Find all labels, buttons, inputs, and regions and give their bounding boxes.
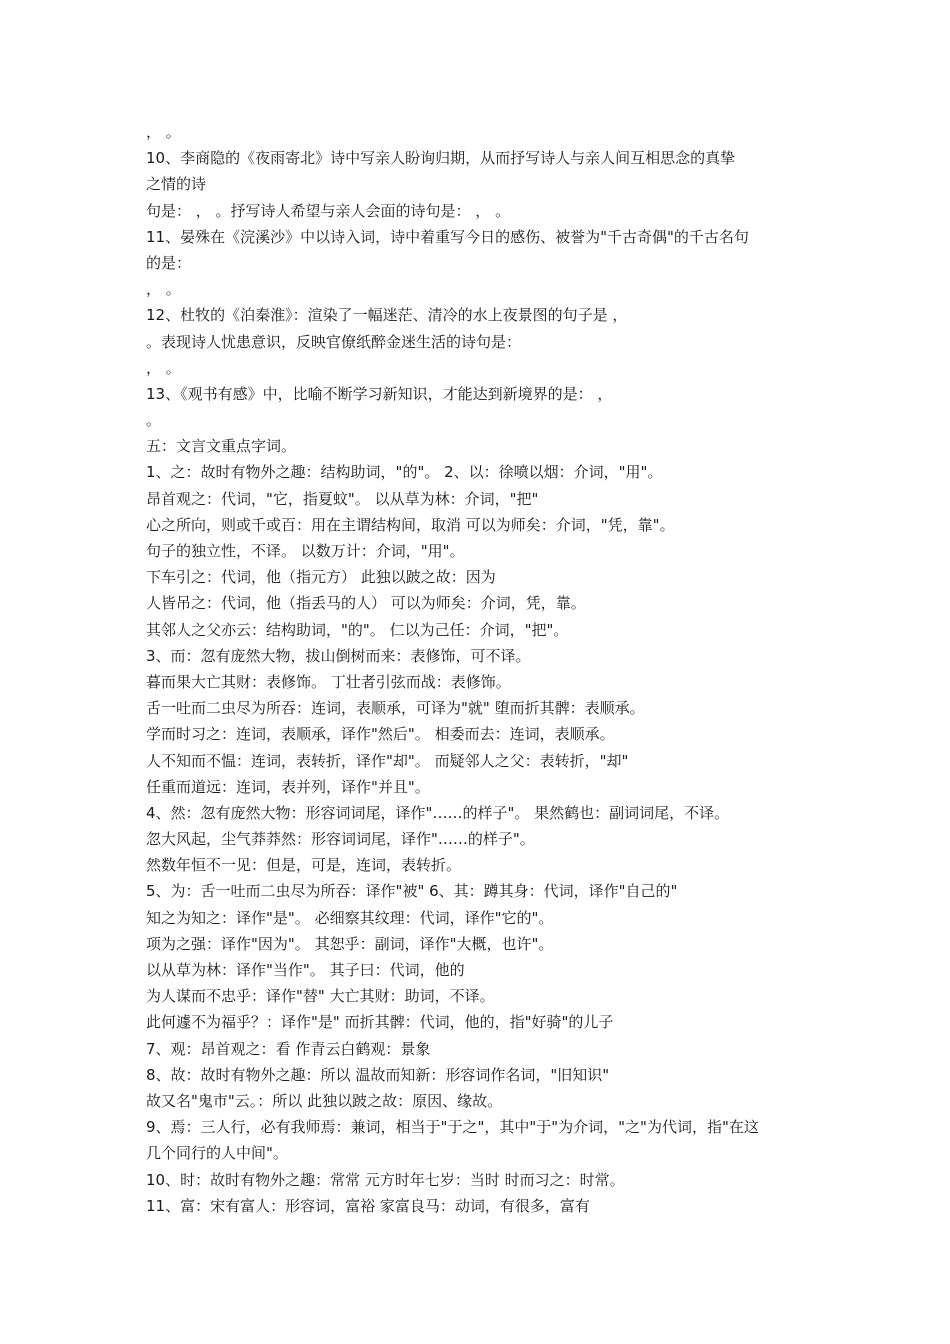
text-line: 10、时：故时有物外之趣：常常 元方时年七岁：当时 时而习之：时常。 (146, 1170, 625, 1189)
text-line: 人不知而不愠：连词，表转折，译作"却"。 而疑邻人之父：表转折，"却" (146, 751, 629, 770)
text-line: 11、晏殊在《浣溪沙》中以诗入词，诗中着重写今日的感伤、被誉为"千古奇偶"的千古名句 (146, 227, 749, 246)
text-line: 10、李商隐的《夜雨寄北》诗中写亲人盼询归期，从而抒写诗人与亲人间互相思念的真挚 (146, 149, 736, 168)
text-line: 之情的诗 (146, 175, 207, 194)
text-line: 昂首观之：代词，"它，指夏蚊"。 以从草为林：介词，"把" (146, 489, 539, 508)
text-line: 然数年恒不一见：但是，可是，连词，表转折。 (146, 856, 462, 875)
document-body (146, 119, 846, 1219)
text-line: 知之为知之：译作"是"。 必细察其纹理：代词，译作"它的"。 (146, 908, 554, 927)
text-line: 1、之：故时有物外之趣：结构助词，"的"。 2、以：徐喷以烟：介词，"用"。 (146, 463, 663, 482)
text-line: 以从草为林：译作"当作"。 其子曰：代词，他的 (146, 961, 465, 979)
text-line: 句子的独立性，不译。 以数万计：介词，"用"。 (146, 542, 465, 560)
section-heading: 五：文言文重点字词。 (146, 437, 297, 456)
text-line: 暮而果大亡其财：表修饰。 丁壮者引弦而战：表修饰。 (146, 672, 511, 691)
text-line: 12、杜牧的《泊秦淮》：渲染了一幅迷茫、清冷的水上夜景图的句子是 ， (146, 306, 628, 325)
text-line: 11、富：宋有富人：形容词，富裕 家富良马：动词，有很多，富有 (146, 1196, 590, 1215)
text-line: 。 (146, 411, 162, 430)
text-line: 为人谋而不忠乎：译作"替" 大亡其财：助词，不译。 (146, 987, 495, 1006)
text-line: 7、观：昂首观之：看 作青云白鹤观：景象 (146, 1039, 431, 1058)
text-line: 学而时习之：连词，表顺承，译作"然后"。 相委而去：连词，表顺承。 (146, 725, 615, 744)
text-line: 8、故：故时有物外之趣：所以 温故而知新：形容词作名词，"旧知识" (146, 1065, 610, 1084)
text-line: 任重而道远：连词，表并列，译作"并且"。 (146, 777, 430, 796)
text-line: 几个同行的人中间"。 (146, 1144, 288, 1163)
text-line: ， 。 (146, 280, 181, 299)
text-line: 的是： (146, 253, 192, 272)
text-line: 人皆吊之：代词，他（指丢马的人） 可以为师矣：介词，凭，靠。 (146, 594, 586, 613)
text-line: ， 。 (146, 358, 181, 377)
text-line: ， 。 (146, 123, 181, 141)
text-line: 心之所向，则或千或百：用在主谓结构间，取消 可以为师矣：介词，"凭，靠"。 (146, 515, 675, 534)
text-line: 9、焉：三人行，必有我师焉：兼词，相当于"于之"，其中"于"为介词，"之"为代词，指"在这 (146, 1118, 759, 1137)
text-line: 其邻人之父亦云：结构助词，"的"。 仁以为己任：介词，"把"。 (146, 620, 569, 639)
text-line: 故又名"鬼市"云。：所以 此独以跛之故：原因、缘故。 (146, 1091, 503, 1110)
text-line: 下车引之：代词，他（指元方） 此独以跛之故：因为 (146, 568, 496, 587)
text-line: 此何遽不为福乎？：译作"是" 而折其髀：代词，他的，指"好骑"的儿子 (146, 1013, 614, 1032)
text-line: 项为之强：译作"因为"。 其恕乎：副词，译作"大概，也许"。 (146, 934, 554, 953)
text-line: 5、为：舌一吐而二虫尽为所吞：译作"被" 6、其：蹲其身：代词，译作"自己的" (146, 882, 678, 901)
text-line: 3、而：忽有庞然大物，拔山倒树而来：表修饰，可不译。 (146, 646, 531, 665)
text-line: 舌一吐而二虫尽为所吞：连词，表顺承，可译为"就" 堕而折其髀：表顺承。 (146, 699, 645, 718)
text-line: 。表现诗人忧患意识，反映官僚纸醉金迷生活的诗句是： (146, 332, 522, 351)
text-line: 忽大风起，尘气莽莽然：形容词词尾，译作"……的样子"。 (146, 830, 535, 849)
text-line: 句是： ， 。抒写诗人希望与亲人会面的诗句是： ， 。 (146, 201, 511, 220)
text-line: 13、《观书有感》中，比喻不断学习新知识，才能达到新境界的是： ， (146, 384, 613, 403)
text-line: 4、然：忽有庞然大物：形容词词尾，译作"……的样子"。 果然鹤也：副词词尾，不译。 (146, 803, 730, 822)
